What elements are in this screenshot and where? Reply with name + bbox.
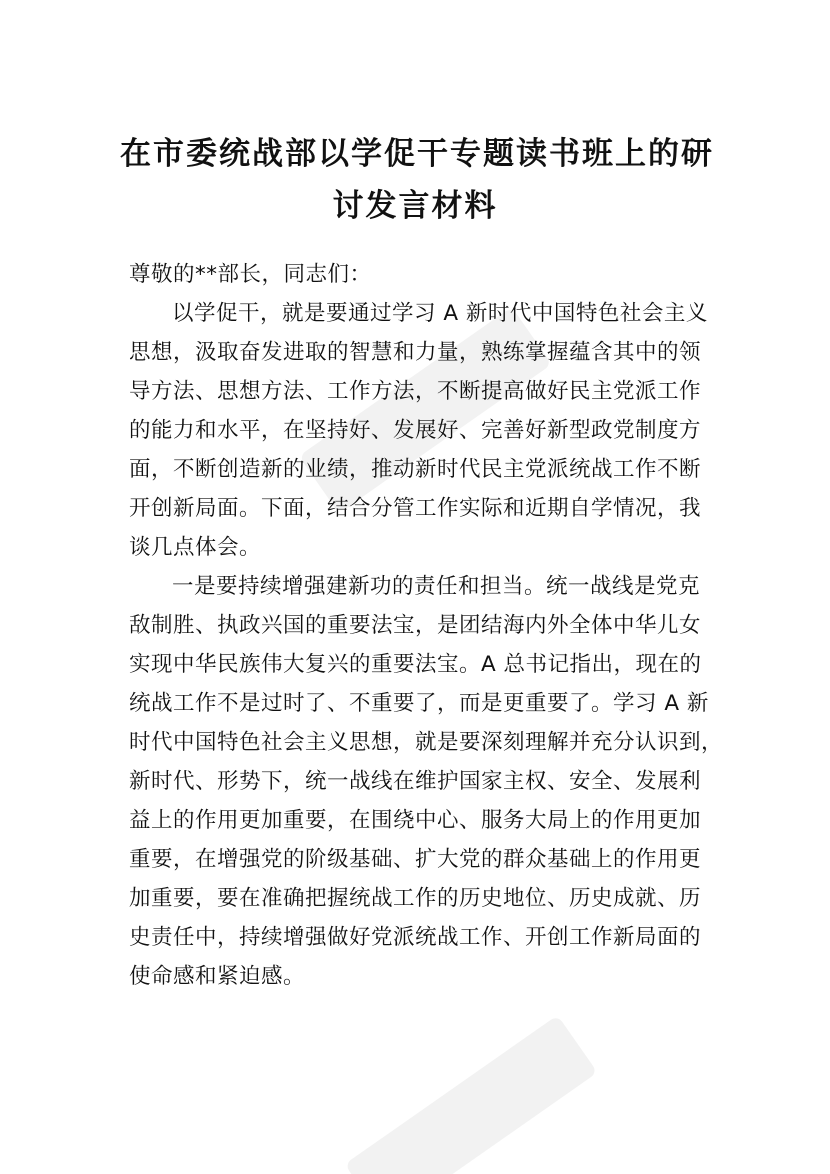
paragraph-line: 敌制胜、执政兴国的重要法宝，是团结海内外全体中华儿女	[129, 613, 702, 638]
paragraph-line: 思想，汲取奋发进取的智慧和力量，熟练掌握蕴含其中的领	[129, 340, 702, 365]
paragraph-line: 以学促干，就是要通过学习 A 新时代中国特色社会主义	[172, 301, 708, 326]
paragraph-line: 谈几点体会。	[129, 535, 262, 560]
paragraph-line: 益上的作用更加重要，在围绕中心、服务大局上的作用更加	[129, 808, 702, 833]
document-title	[120, 128, 714, 232]
title-line-2: 讨发言材料	[332, 188, 498, 224]
paragraph-1	[129, 294, 708, 567]
paragraph-line: 的能力和水平，在坚持好、发展好、完善好新型政党制度方	[129, 418, 702, 443]
paragraph-line: 面，不断创造新的业绩，推动新时代民主党派统战工作不断	[129, 457, 702, 482]
paragraph-line: 开创新局面。下面，结合分管工作实际和近期自学情况，我	[129, 496, 702, 521]
paragraph-line: 加重要，要在准确把握统战工作的历史地位、历史成就、历	[129, 886, 702, 911]
paragraph-line: 新时代、形势下，统一战线在维护国家主权、安全、发展利	[129, 769, 702, 794]
paragraph-line: 导方法、思想方法、工作方法，不断提高做好民主党派工作	[129, 379, 702, 404]
paragraph-line: 统战工作不是过时了、不重要了，而是更重要了。学习 A 新	[129, 691, 709, 716]
paragraph-line: 使命感和紧迫感。	[129, 964, 306, 989]
document-body	[129, 255, 724, 996]
title-line-1: 在市委统战部以学促干专题读书班上的研	[120, 136, 714, 172]
salutation: 尊敬的**部长，同志们：	[129, 262, 372, 287]
paragraph-line: 史责任中，持续增强做好党派统战工作、开创工作新局面的	[129, 925, 702, 950]
paragraph-line: 一是要持续增强建新功的责任和担当。统一战线是党克	[172, 574, 701, 599]
paragraph-line: 重要，在增强党的阶级基础、扩大党的群众基础上的作用更	[129, 847, 702, 872]
paragraph-2	[129, 567, 724, 996]
paragraph-line: 实现中华民族伟大复兴的重要法宝。A 总书记指出，现在的	[129, 652, 702, 677]
paragraph-line: 时代中国特色社会主义思想，就是要深刻理解并充分认识到，	[129, 730, 724, 755]
